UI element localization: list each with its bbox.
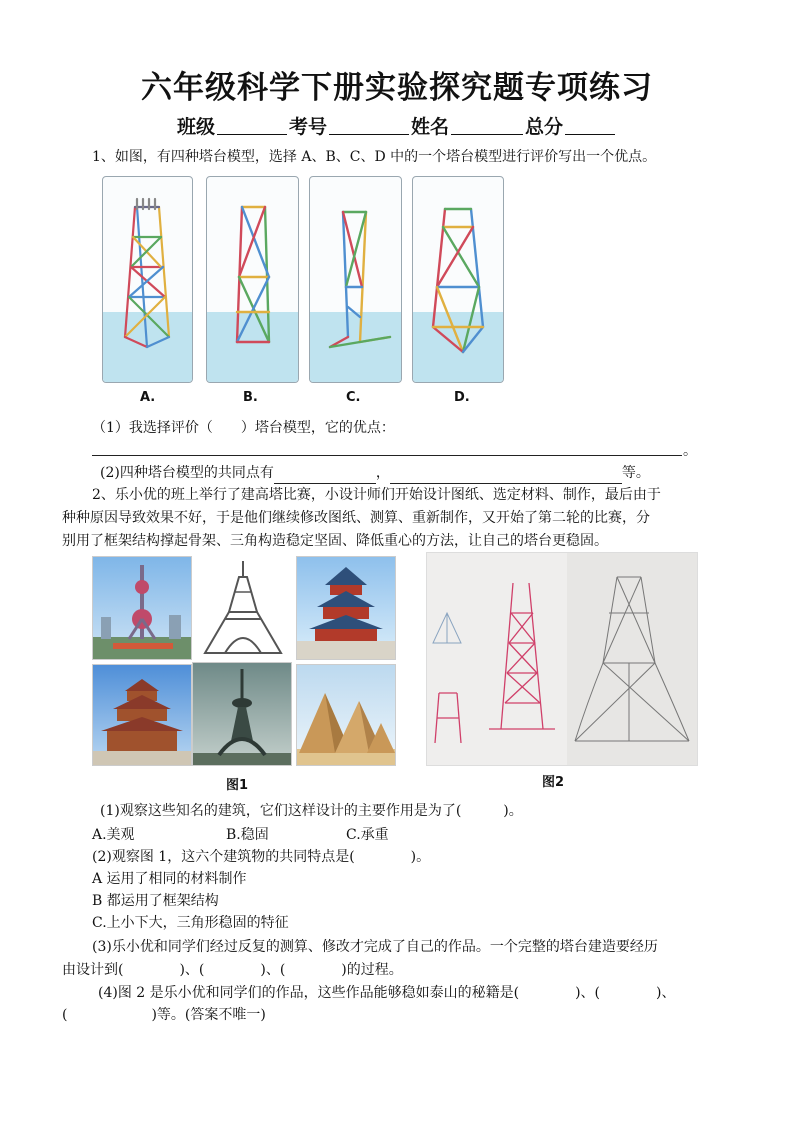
tower-model-c-image <box>309 176 402 383</box>
class-label: 班级 <box>176 116 215 138</box>
tower-model-d-image <box>412 176 504 383</box>
q2-sub2-option-a[interactable]: A 运用了相同的材料制作 <box>92 871 247 887</box>
q1-sub2 <box>100 462 650 484</box>
q2-sub3-line-2: 由设计到( )、( )、( )的过程。 <box>62 962 403 978</box>
class-blank[interactable] <box>217 116 287 135</box>
temple-of-heaven-photo <box>296 556 396 660</box>
q1-sub1-end: 。 <box>683 443 697 459</box>
student-tower-drawings-photo <box>426 552 698 766</box>
q2-sub4-line-2: ( )等。(答案不唯一) <box>62 1007 266 1023</box>
label-c: C. <box>346 390 361 405</box>
q2-sub1-option-b[interactable]: B.稳固 <box>226 827 269 843</box>
q2-sub4-line-1: (4)图 2 是乐小优和同学们的作品，这些作品能够稳如泰山的秘籍是( )、( )、 <box>98 985 676 1001</box>
score-blank[interactable] <box>565 116 615 135</box>
label-b: B. <box>243 390 258 405</box>
tv-tower-photo <box>192 662 292 766</box>
tower-model-a-image <box>102 176 193 383</box>
oriental-pearl-tower-photo <box>92 556 192 660</box>
q1-sub1-answer-line[interactable] <box>92 442 682 456</box>
student-info-line <box>0 112 794 139</box>
q1-sub2-blank-2[interactable] <box>390 465 622 484</box>
name-label: 姓名 <box>411 116 450 138</box>
q1-sub2-comma: ， <box>375 465 390 481</box>
eiffel-tower-photo <box>194 556 292 660</box>
q2-sub1-option-a[interactable]: A.美观 <box>92 827 135 843</box>
q2-sub1: (1)观察这些知名的建筑，它们这样设计的主要作用是为了( )。 <box>100 803 523 819</box>
q2-sub3-line-1: (3)乐小优和同学们经过反复的测算、修改才完成了自己的作品。一个完整的塔台建造要经历 <box>92 939 658 955</box>
label-a: A. <box>140 390 156 405</box>
page-title: 六年级科学下册实验探究题专项练习 <box>141 70 653 106</box>
q2-sub2-option-b[interactable]: B 都运用了框架结构 <box>92 893 219 909</box>
exam-no-blank[interactable] <box>329 116 409 135</box>
exam-no-label: 考号 <box>288 116 327 138</box>
q1-sub2-suffix: 等。 <box>621 465 650 481</box>
label-d: D. <box>454 390 470 405</box>
q1-sub1: （1）我选择评价（ ）塔台模型，它的优点： <box>92 420 395 436</box>
q2-stem <box>62 484 742 553</box>
fig2-caption: 图2 <box>542 775 565 790</box>
q2-sub2: (2)观察图 1，这六个建筑物的共同特点是( )。 <box>92 849 431 865</box>
q1-sub2-blank-1[interactable] <box>274 465 376 484</box>
q2-stem-line-2: 种种原因导致效果不好，于是他们继续修改图纸、测算、重新制作，又开始了第二轮的比赛，分 <box>62 510 650 526</box>
yellow-crane-tower-photo <box>92 664 192 766</box>
fig1-caption: 图1 <box>226 778 249 793</box>
q2-sub2-option-c[interactable]: C.上小下大，三角形稳固的特征 <box>92 915 289 931</box>
pyramids-photo <box>296 664 396 766</box>
q1-sub2-prefix: (2)四种塔台模型的共同点有 <box>100 465 274 481</box>
score-label: 总分 <box>525 116 564 138</box>
tower-model-b-image <box>206 176 299 383</box>
q2-stem-line-1: 2、乐小优的班上举行了建高塔比赛，小设计师们开始设计图纸、选定材料、制作，最后由于 <box>92 487 661 503</box>
name-blank[interactable] <box>451 116 523 135</box>
q1-stem: 1、如图，有四种塔台模型，选择 A、B、C、D 中的一个塔台模型进行评价写出一个优点。 <box>92 149 657 165</box>
q2-sub1-option-c[interactable]: C.承重 <box>346 827 389 843</box>
q2-stem-line-3: 别用了框架结构撑起骨架、三角构造稳定坚固、降低重心的方法，让自己的塔台更稳固。 <box>62 533 608 549</box>
